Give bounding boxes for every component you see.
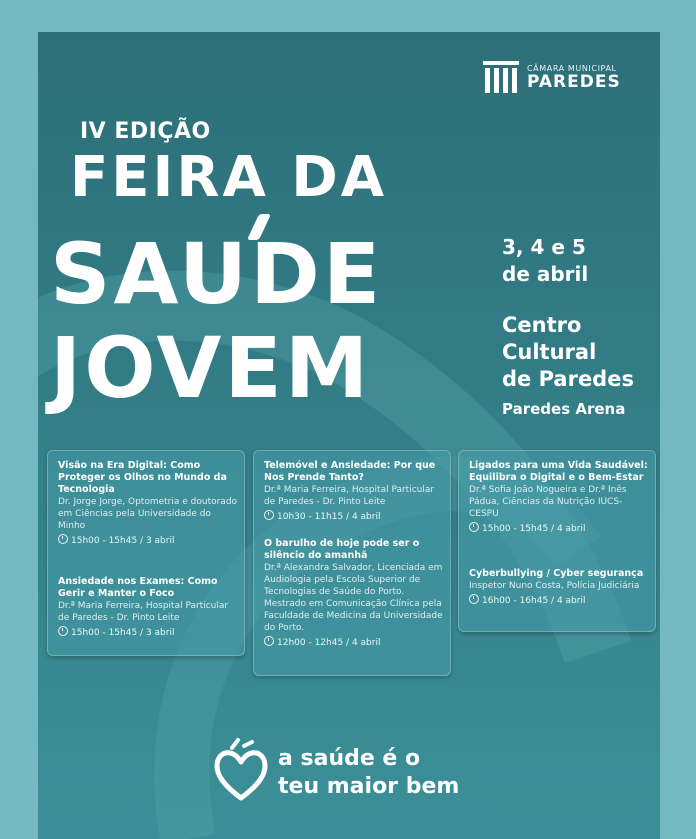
talk-title: Visão na Era Digital: Como Proteger os Olhos no Mundo da Tecnologia xyxy=(58,460,227,495)
clock-icon xyxy=(58,626,68,636)
talk-title: Ansiedade nos Exames: Como Gerir e Manter o Foco xyxy=(58,576,218,599)
schedule-card-3 xyxy=(458,450,656,632)
talk-item xyxy=(264,538,444,649)
venue-line-3: de Paredes xyxy=(502,367,634,391)
talk-title: O barulho de hoje pode ser o silêncio do amanhã xyxy=(264,538,420,561)
talk-time-text: 15h00 - 15h45 / 3 abril xyxy=(71,536,175,546)
clock-icon xyxy=(264,636,274,646)
talk-item xyxy=(264,460,444,523)
talk-time-text: 12h00 - 12h45 / 4 abril xyxy=(277,638,381,648)
talk-item xyxy=(58,576,238,639)
talk-speaker: Dr.ª Maria Ferreira, Hospital Particular de Paredes - Dr. Pinto Leite xyxy=(58,601,229,623)
talk-title: Ligados para uma Vida Saudável: Equilibra o Digital e o Bem-Estar xyxy=(469,460,648,483)
edition-label: IV EDIÇÃO xyxy=(80,119,211,144)
logo-subtitle: CÂMARA MUNICIPAL xyxy=(527,63,617,73)
talk-item xyxy=(469,568,649,607)
building-icon xyxy=(481,59,521,95)
title-line-2: SAUDE xyxy=(50,225,384,323)
talk-time xyxy=(58,534,238,547)
talk-speaker: Dr.ª Sofia João Nogueira e Dr.ª Inês Pádua, Ciências da Nutrição IUCS-CESPU xyxy=(469,485,627,519)
talk-title: Telemóvel e Ansiedade: Por que Nos Prende Tanto? xyxy=(264,460,436,483)
talk-time xyxy=(469,522,649,535)
title-line-1: FEIRA DA xyxy=(70,145,388,210)
dates-line-1: 3, 4 e 5 xyxy=(502,235,586,259)
talk-time xyxy=(264,510,444,523)
talk-time xyxy=(58,626,238,639)
heart-hand-icon xyxy=(210,736,272,806)
clock-icon xyxy=(469,522,479,532)
schedule-card-2 xyxy=(253,450,451,676)
tagline xyxy=(278,745,459,801)
talk-time xyxy=(264,636,444,649)
logo-title: PAREDES xyxy=(527,71,621,92)
talk-speaker: Inspetor Nuno Costa, Polícia Judiciária xyxy=(469,581,640,591)
talk-time-text: 15h00 - 15h45 / 4 abril xyxy=(482,524,586,534)
municipal-logo xyxy=(481,59,621,95)
talk-time-text: 15h00 - 15h45 / 3 abril xyxy=(71,628,175,638)
dates-line-2: de abril xyxy=(502,262,589,286)
venue-line-1: Centro xyxy=(502,313,582,337)
talk-item xyxy=(469,460,649,535)
tagline-line-1: a saúde é o xyxy=(278,746,421,771)
talk-time-text: 16h00 - 16h45 / 4 abril xyxy=(482,596,586,606)
venue-subtitle: Paredes Arena xyxy=(502,400,626,418)
talk-time-text: 10h30 - 11h15 / 4 abril xyxy=(277,512,381,522)
clock-icon xyxy=(58,534,68,544)
poster xyxy=(38,32,660,839)
talk-speaker: Dr. Jorge Jorge, Optometria e doutorado em Ciências pela Universidade do Minho xyxy=(58,497,238,531)
talk-speaker: Dr.ª Maria Ferreira, Hospital Particular de Paredes - Dr. Pinto Leite xyxy=(264,485,435,507)
talk-title: Cyberbullying / Cyber segurança xyxy=(469,568,644,579)
venue-line-2: Cultural xyxy=(502,340,597,364)
schedule-card-1 xyxy=(47,450,245,656)
clock-icon xyxy=(264,510,274,520)
title-line-3: JOVEM xyxy=(50,319,372,417)
event-dates xyxy=(502,234,588,288)
clock-icon xyxy=(469,594,479,604)
talk-time xyxy=(469,594,649,607)
tagline-line-2: teu maior bem xyxy=(278,774,460,799)
talk-item xyxy=(58,460,238,547)
venue-name xyxy=(502,312,634,393)
talk-speaker: Dr.ª Alexandra Salvador, Licenciada em Audiologia pela Escola Superior de Tecnologias de Saúde do Porto. Mestrado em Comunicação Clínica pela Faculdade de Medicina da Universidade do Porto. xyxy=(264,563,443,633)
